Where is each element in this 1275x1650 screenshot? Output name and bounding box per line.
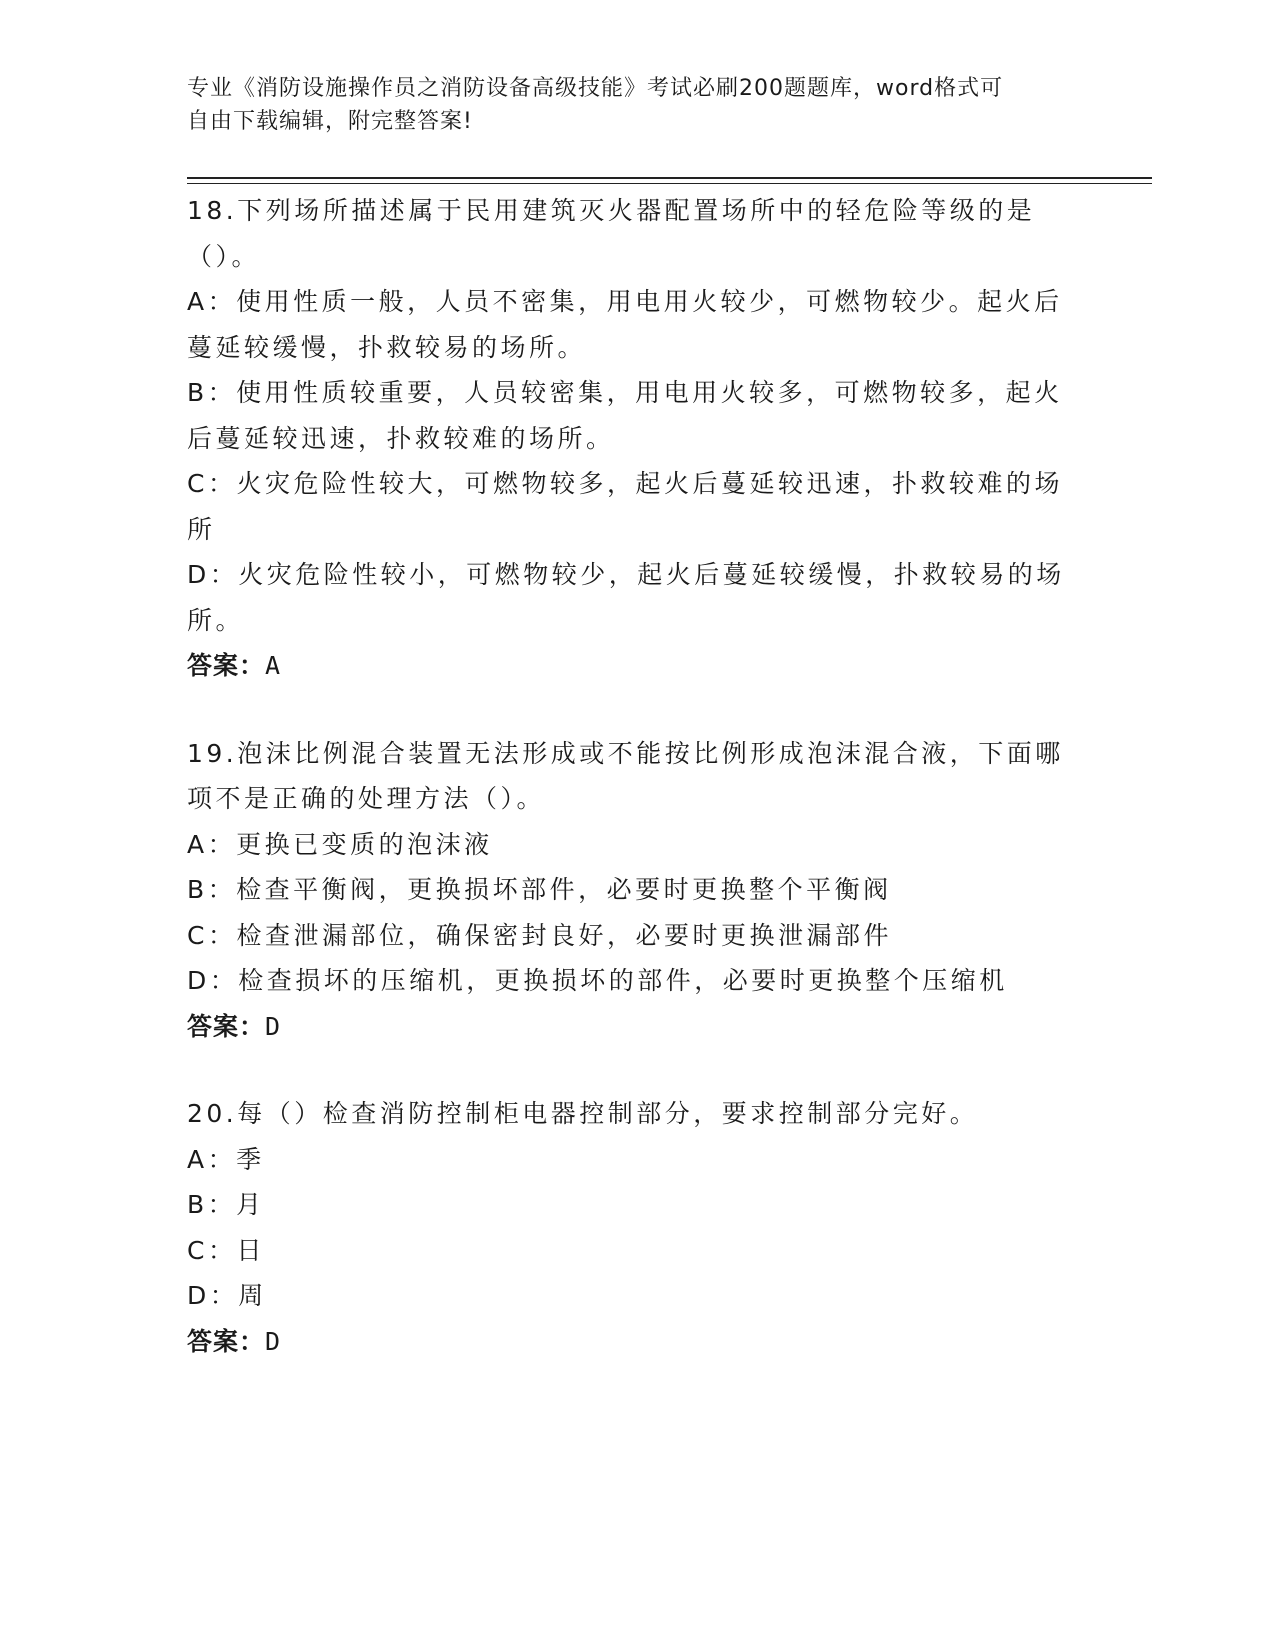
answer-line [187,1004,1077,1050]
answer-value: D [265,1011,282,1041]
option-d: D：周 [187,1281,267,1310]
questions-list [187,188,1077,1406]
answer-line [187,1319,1077,1365]
header-line-1: 专业《消防设施操作员之消防设备高级技能》考试必刷200题题库，word格式可 [187,76,1004,101]
question-stem: 19.泡沫比例混合装置无法形成或不能按比例形成泡沫混合液，下面哪项不是正确的处理方法（）。 [187,738,1064,813]
header-rule-thin [187,183,1152,184]
header-rule-thick [187,177,1152,179]
option-c: C：日 [187,1235,265,1265]
option-b: B：检查平衡阀，更换损坏部件，必要时更换整个平衡阀 [187,875,892,904]
question-19 [187,731,1077,1050]
document-header [187,72,1067,138]
answer-value: A [265,651,282,680]
answer-value: D [265,1326,282,1356]
question-20 [187,1091,1077,1364]
option-d: D：火灾危险性较小，可燃物较少，起火后蔓延较缓慢，扑救较易的场所。 [187,560,1065,635]
option-d: D：检查损坏的压缩机，更换损坏的部件，必要时更换整个压缩机 [187,966,1008,995]
question-18 [187,188,1077,689]
question-stem: 18.下列场所描述属于民用建筑灭火器配置场所中的轻危险等级的是（）。 [187,196,1036,271]
answer-label: 答案： [187,1011,266,1041]
option-b: B：使用性质较重要，人员较密集，用电用火较多，可燃物较多，起火后蔓延较迅速，扑救较难的场所。 [187,378,1063,453]
option-a: A：季 [187,1144,265,1174]
question-stem: 20.每（）检查消防控制柜电器控制部分，要求控制部分完好。 [187,1099,979,1128]
option-a: A：使用性质一般，人员不密集，用电用火较少，可燃物较少。起火后蔓延较缓慢，扑救较易的场所。 [187,287,1063,362]
option-a: A：更换已变质的泡沫液 [187,829,493,859]
option-b: B：月 [187,1190,265,1219]
answer-label: 答案： [187,651,266,680]
answer-line [187,643,1077,689]
option-c: C：火灾危险性较大，可燃物较多，起火后蔓延较迅速，扑救较难的场所 [187,469,1063,544]
header-line-2: 自由下载编辑，附完整答案! [187,109,473,134]
option-c: C：检查泄漏部位，确保密封良好，必要时更换泄漏部件 [187,920,892,950]
answer-label: 答案： [187,1326,266,1356]
